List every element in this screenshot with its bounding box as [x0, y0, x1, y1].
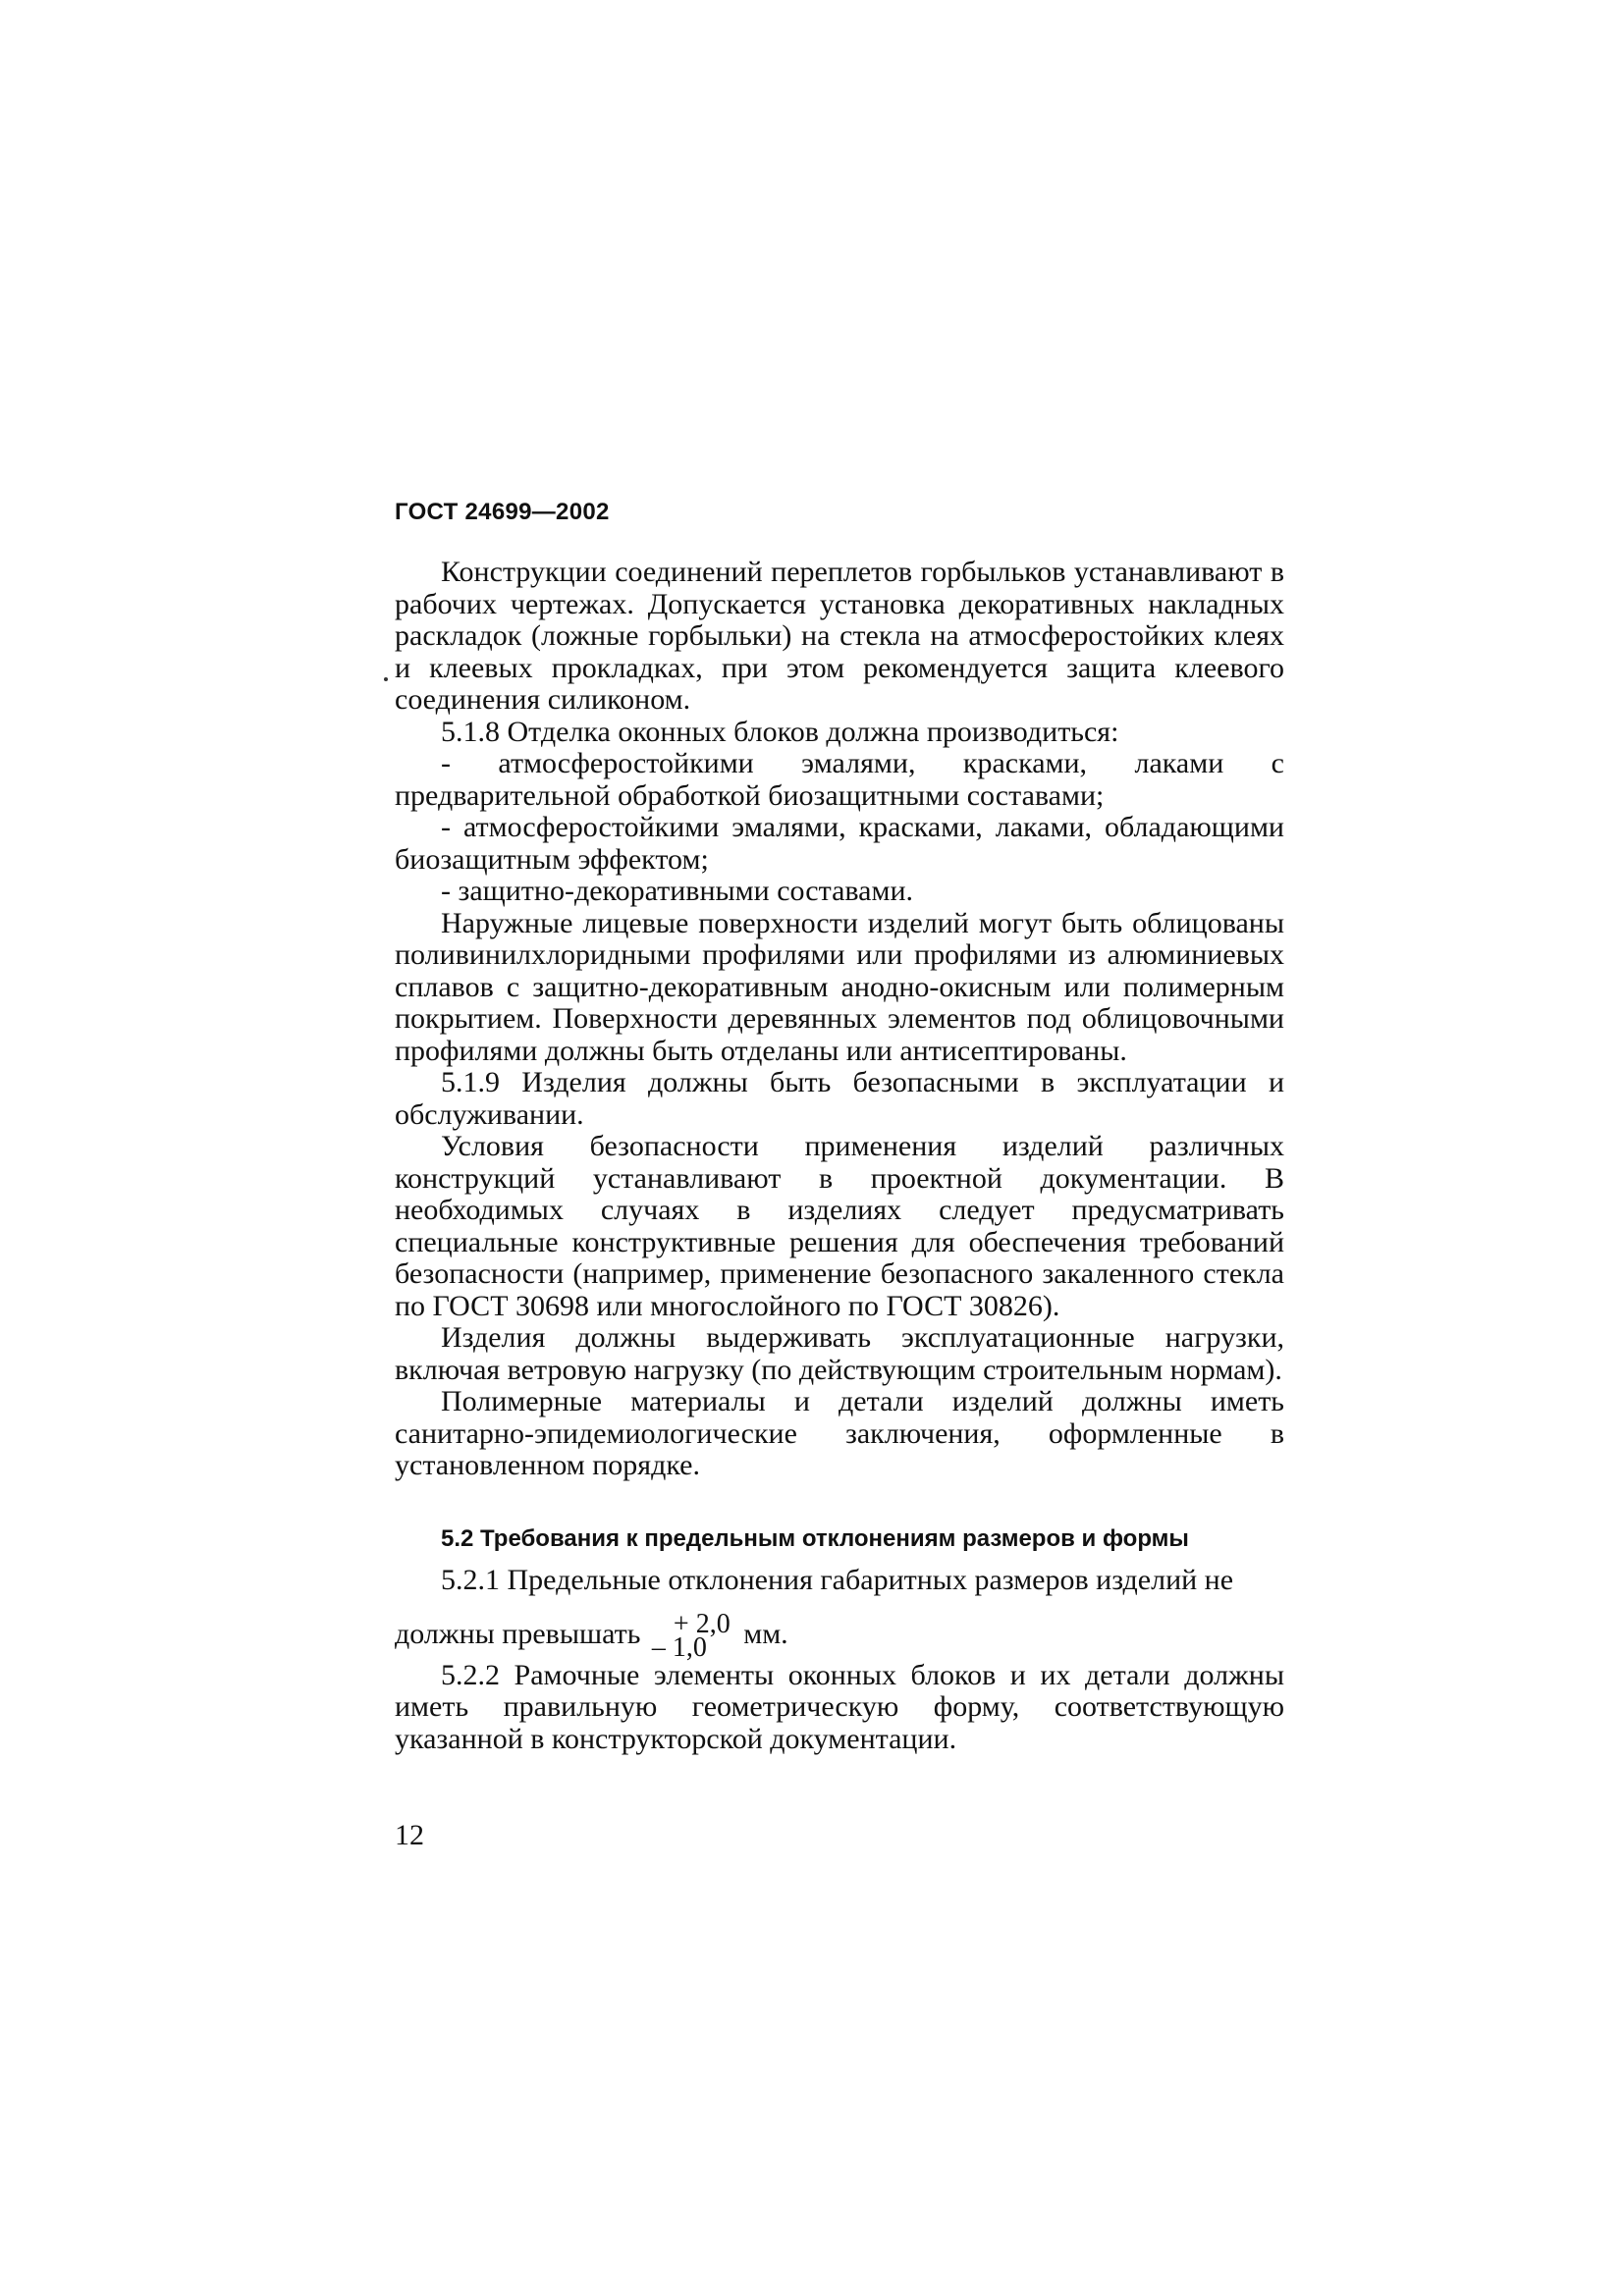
body-text — [395, 557, 1284, 1755]
paragraph-cladding: Наружные лицевые поверхности изделий могут быть облицованы поливинилхлоридными профилями или профилями из алюминиевых сплавов с защитно-декоративным анодно-окисным или полимерным покрытием. Поверхности деревянных элементов под облицовочными профилями должны быть отделаны или антисептированы. — [395, 906, 1284, 1067]
scan-speck — [384, 677, 388, 681]
paragraph-5-1-9: 5.1.9 Изделия должны быть безопасными в эксплуатации и обслуживании. — [395, 1066, 1284, 1131]
page-number: 12 — [395, 1819, 424, 1851]
list-item-finish-3: - защитно-декоративными составами. — [441, 875, 914, 907]
tolerance-line — [395, 1597, 1284, 1663]
tolerance-unit: мм. — [743, 1617, 788, 1650]
list-item-finish-1: - атмосферостойкими эмалями, красками, лаками с предварительной обработкой биозащитными составами; — [395, 747, 1284, 812]
paragraph-5-2-1: 5.2.1 Предельные отклонения габаритных размеров изделий не — [441, 1564, 1234, 1596]
paragraph-polymer-materials: Полимерные материалы и детали изделий должны иметь санитарно-эпидемиологические заключения, оформленные в установленном порядке. — [395, 1385, 1284, 1481]
paragraph-loads: Изделия должны выдерживать эксплуатационные нагрузки, включая ветровую нагрузку (по действующим строительным нормам). — [395, 1321, 1284, 1386]
tolerance-lower: – 1,0 — [651, 1631, 707, 1663]
paragraph-5-1-8: 5.1.8 Отделка оконных блоков должна производиться: — [441, 715, 1119, 748]
tolerance-upper: + 2,0 — [673, 1608, 731, 1639]
paragraph-safety-conditions: Условия безопасности применения изделий различных конструкций устанавливают в проектной документации. В необходимых случаях в изделиях следует предусматривать специальные конструктивные решения для обеспечения требований безопасности (например, применение безопасного закаленного стекла по ГОСТ 30698 или многослойного по ГОСТ 30826). — [395, 1130, 1284, 1322]
paragraph-5-2-2: 5.2.2 Рамочные элементы оконных блоков и их детали должны иметь правильную геометрическую форму, соответствующую указанной в конструкторской документации. — [395, 1658, 1284, 1755]
section-heading-5-2: 5.2 Требования к предельным отклонениям размеров и формы — [441, 1524, 1189, 1552]
standard-code-header: ГОСТ 24699—2002 — [395, 499, 610, 525]
tolerance-value — [651, 1608, 731, 1663]
tolerance-lead-text: должны превышать — [395, 1617, 641, 1650]
list-item-finish-2: - атмосферостойкими эмалями, красками, лаками, обладающими биозащитным эффектом; — [395, 811, 1284, 876]
paragraph-joints: Конструкции соединений переплетов горбыльков устанавливают в рабочих чертежах. Допускается установка декоративных накладных раскладок (ложные горбыльки) на стекла на атмосферостойких клеях и клеевых прокладках, при этом рекомендуется защита клеевого соединения силиконом. — [395, 556, 1284, 716]
